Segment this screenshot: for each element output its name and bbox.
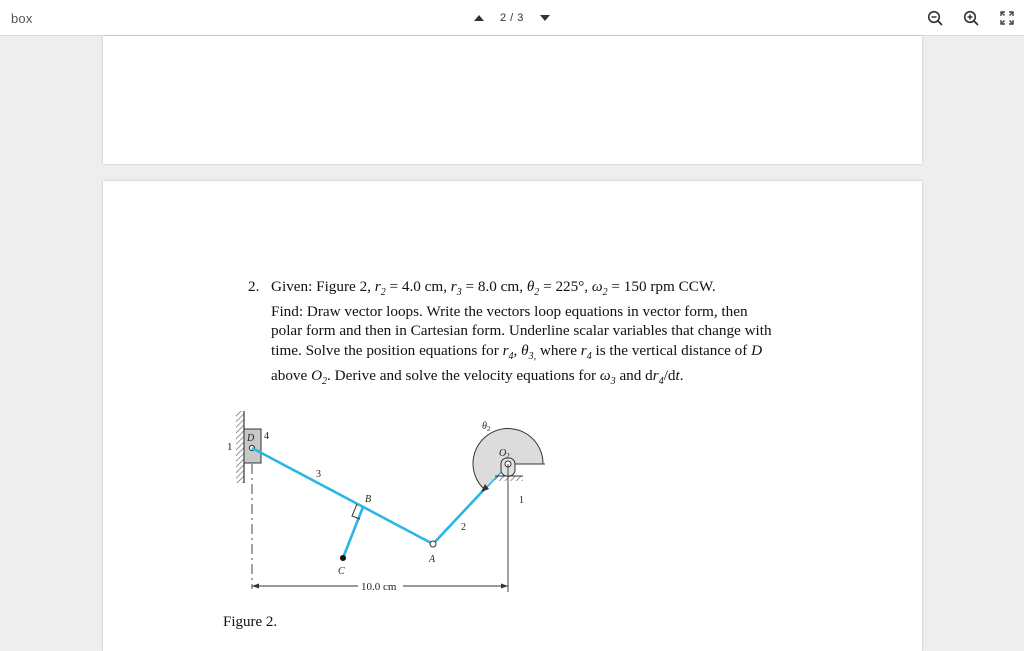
point-c <box>340 555 346 561</box>
mechanism-figure <box>223 406 563 606</box>
link-2-label: 2 <box>461 522 466 533</box>
page-indicator <box>500 12 524 24</box>
dimension-arrow-right <box>501 584 508 589</box>
page-navigator <box>470 9 554 27</box>
fullscreen-icon <box>998 9 1016 27</box>
problem-line-given: Given: Figure 2, $r_2 = 4.0$ cm, $r_3 = 8.0$ cm, $\theta_2 = 225^\circ$, $\omega_2 = 150$ rpm CCW. <box>271 278 716 299</box>
document-page-2 <box>103 181 922 651</box>
slider-label-d: D <box>247 433 255 444</box>
total-pages: 3 <box>517 12 524 24</box>
theta-label: $\theta_2$ <box>482 421 491 433</box>
zoom-out-icon <box>926 9 944 27</box>
fullscreen-button[interactable] <box>998 9 1016 27</box>
point-a-label: A <box>429 554 436 565</box>
pivot-label: $O_2$ <box>499 448 510 460</box>
next-page-button[interactable] <box>536 9 554 27</box>
ground-label-left: 1 <box>227 441 233 453</box>
page-separator: / <box>506 12 518 24</box>
figure-caption: Figure 2. <box>223 614 278 630</box>
problem-text <box>271 277 811 391</box>
link-3-label: 3 <box>316 469 321 480</box>
pin-a <box>430 541 436 547</box>
dimension-arrow-left <box>252 584 259 589</box>
link-3 <box>252 448 433 544</box>
problem-line-find: Find: Draw vector loops. Write the vectors loop equations in vector form, then <box>271 303 748 321</box>
problem-line-3: polar form and then in Cartesian form. Underline scalar variables that change with <box>271 322 772 340</box>
zoom-in-button[interactable] <box>962 9 980 27</box>
ground-label-right: 1 <box>519 495 524 506</box>
point-b-label: B <box>365 494 372 505</box>
document-page-1 <box>103 36 922 164</box>
right-ground-hatch <box>495 476 523 481</box>
zoom-out-button[interactable] <box>926 9 944 27</box>
problem-line-4: time. Solve the position equations for $r_4$, $\theta_{3,}$ where $r_4$ is the vertical distance of D <box>271 341 763 362</box>
box-logo[interactable]: box <box>11 11 33 26</box>
point-c-label: C <box>338 566 345 577</box>
previous-page-button[interactable] <box>470 9 488 27</box>
zoom-in-icon <box>962 9 980 27</box>
top-toolbar <box>0 0 1024 36</box>
link-4-label: 4 <box>264 431 269 442</box>
triangle-down-icon <box>540 15 550 21</box>
problem-line-5: above $O_2$. Derive and solve the velocity equations for $\omega_3$ and $dr_4/dt$. <box>271 366 684 387</box>
dimension-label: 10.0 cm <box>361 581 397 593</box>
current-page: 2 <box>500 12 507 24</box>
problem-number: 2. <box>248 278 260 295</box>
triangle-up-icon <box>474 15 484 21</box>
left-ground-hatch <box>236 411 244 483</box>
